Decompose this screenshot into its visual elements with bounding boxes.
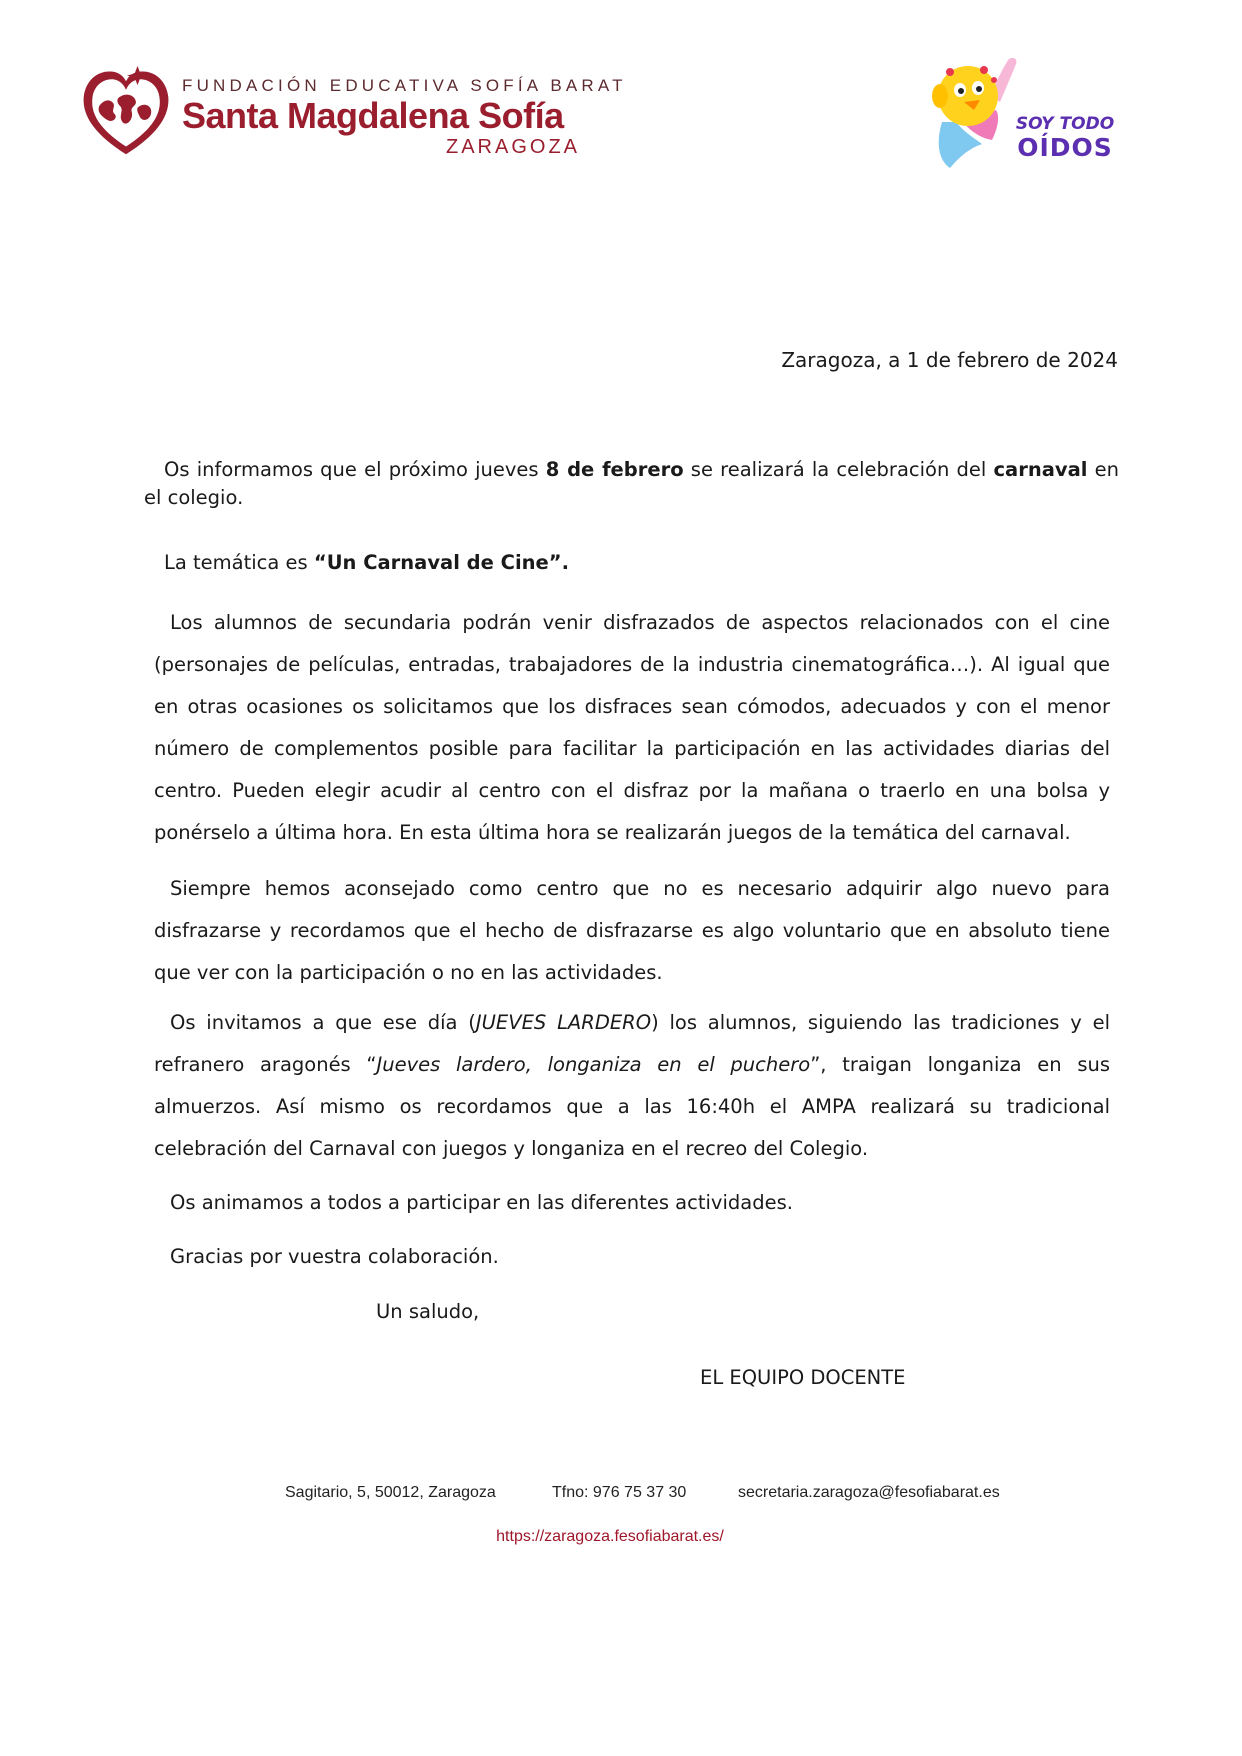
footer-email[interactable]: secretaria.zaragoza@fesofiabarat.es: [738, 1484, 1000, 1501]
school-logo: [78, 62, 627, 162]
letter-date: Zaragoza, a 1 de febrero de 2024: [781, 348, 1118, 372]
p1-text-a: Os informamos que el próximo jueves: [164, 458, 546, 481]
footer-website: [0, 1528, 1242, 1546]
p1-text-e: en el colegio.: [144, 458, 1119, 509]
p2-text-a: La temática es: [164, 551, 314, 574]
foundation-name: FUNDACIÓN EDUCATIVA SOFÍA BARAT: [182, 76, 627, 95]
signature: EL EQUIPO DOCENTE: [700, 1366, 906, 1389]
p4-text: Siempre hemos aconsejado como centro que no es necesario adquirir algo nuevo para disfrazarse y recordamos que el hecho de disfrazarse es algo voluntario que en absoluto tiene que ver con la participación o no en las actividades.: [154, 877, 1110, 984]
school-city: ZARAGOZA: [445, 136, 580, 158]
badge-line-1: SOY TODO: [1015, 114, 1115, 134]
soy-todo-oidos-badge: [920, 52, 1120, 172]
p3-text: Los alumnos de secundaria podrán venir disfrazados de aspectos relacionados con el cine (personajes de películas, entradas, trabajadores de la industria cinematográfica…). Al igual que en otras ocasiones os solicitamos que los disfraces sean cómodos, adecuados y con el menor número de complementos posible para facilitar la participación en las actividades diarias del centro. Pueden elegir acudir al centro con el disfraz por la mañana o traerlo en una bolsa y ponérselo a última hora. En esta última hora se realizarán juegos de la temática del carnaval.: [154, 611, 1110, 844]
closing: Un saludo,: [376, 1300, 480, 1323]
paragraph-thanks: Gracias por vuestra colaboración.: [170, 1245, 499, 1268]
badge-line-2: OÍDOS: [1017, 133, 1113, 162]
paragraph-announcement: [144, 456, 1119, 512]
footer-website-link[interactable]: https://zaragoza.fesofiabarat.es/: [496, 1528, 724, 1545]
footer-address: Sagitario, 5, 50012, Zaragoza: [285, 1484, 496, 1501]
p1-text-c: se realizará la celebración del: [683, 458, 994, 481]
p5-text-e: ”, traigan longaniza en sus almuerzos. Así mismo os recordamos que a las 16:40h el AMPA realizará su tradicional celebración del Carnaval con juegos y longaniza en el recreo del Colegio.: [154, 1053, 1111, 1160]
p2-theme-bold: “Un Carnaval de Cine”.: [313, 551, 569, 574]
p1-carnaval-bold: carnaval: [993, 458, 1088, 481]
p5-text-a: Os invitamos a que ese día (: [170, 1011, 476, 1034]
p5-refran-italic: Jueves lardero, longaniza en el puchero: [376, 1053, 811, 1076]
heart-globe-emblem-icon: [78, 64, 174, 160]
p5-jueves-italic: JUEVES LARDERO: [475, 1011, 652, 1034]
paragraph-costumes: [154, 602, 1110, 854]
p1-date-bold: 8 de febrero: [545, 458, 684, 481]
paragraph-theme: [164, 549, 569, 577]
footer-phone: Tfno: 976 75 37 30: [552, 1484, 687, 1501]
paragraph-jueves-lardero: [154, 1002, 1110, 1170]
school-name: Santa Magdalena Sofía: [182, 95, 564, 136]
paragraph-advice: [154, 868, 1110, 994]
paragraph-encourage: Os animamos a todos a participar en las diferentes actividades.: [170, 1191, 793, 1214]
p5-text-c: ) los alumnos, siguiendo las tradiciones y el refranero aragonés “: [154, 1011, 1110, 1076]
